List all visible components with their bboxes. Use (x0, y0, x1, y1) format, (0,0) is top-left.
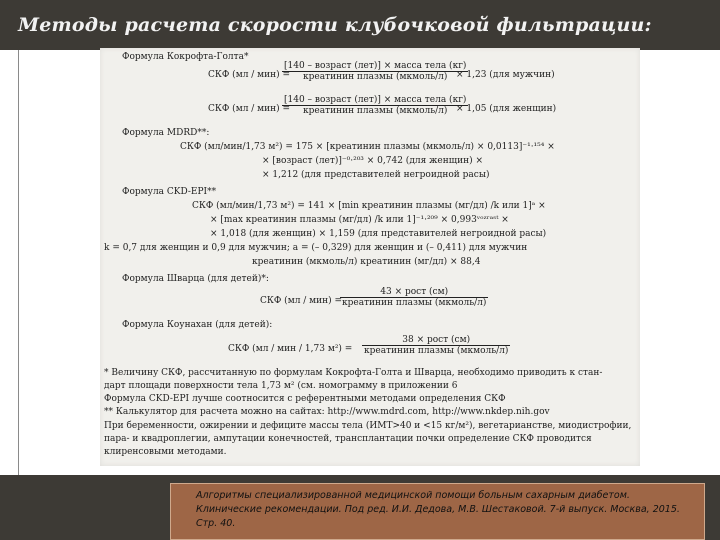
cg-female-numerator: [140 – возраст (лет)] × масса тела (кг) (284, 95, 467, 105)
ckd-line-1: СКФ (мл/мин/1,73 м²) = 141 × [min креатинин плазмы (мг/дл) /k или 1]ᵃ × (192, 201, 546, 211)
footnote-line-6: пара- и квадроплегии, ампутации конечностей, трансплантации почки определение СКФ проводится (104, 434, 592, 444)
heading-schwartz: Формула Шварца (для детей)*: (122, 274, 269, 284)
counahan-denominator: креатинин плазмы (мкмоль/л) (364, 346, 509, 357)
heading-mdrd: Формула MDRD**: (122, 128, 210, 138)
ckd-line-2: × [max креатинин плазмы (мг/дл) /k или 1]⁻¹·²⁰⁹ × 0,993ᵛᵒᶻʳᵃˢᵗ × (210, 215, 509, 225)
mdrd-line-2: × [возраст (лет)]⁻⁰·²⁰³ × 0,742 (для женщин) × (262, 156, 483, 166)
schwartz-fraction (340, 287, 488, 309)
footnote-line-5: При беременности, ожирении и дефиците массы тела (ИМТ>40 и <15 кг/м²), вегетарианстве, миодистрофии, (104, 421, 632, 431)
cg-female-tail: × 1,05 (для женщин) (456, 104, 557, 114)
heading-cockcroft-gault: Формула Кокрофта-Голта* (122, 52, 249, 62)
schwartz-numerator: 43 × рост (см) (340, 287, 488, 298)
schwartz-denominator: креатинин плазмы (мкмоль/л) (342, 298, 487, 309)
cg-female-fraction (282, 95, 468, 117)
cg-male-numerator: [140 – возраст (лет)] × масса тела (кг) (284, 61, 467, 71)
citation-line-2: Клинические рекомендации. Под ред. И.И. Дедова, М.В. Шестаковой. 7-й выпуск. Москва, 2015. (196, 504, 680, 515)
cg-male-denominator: креатинин плазмы (мкмоль/л) (303, 72, 448, 83)
ckd-line-3: × 1,018 (для женщин) × 1,159 (для представителей негроидной расы) (210, 229, 547, 239)
heading-ckd-epi: Формула CKD-EPI** (122, 187, 217, 197)
cg-female-denominator: креатинин плазмы (мкмоль/л) (303, 106, 448, 117)
cg-male-fraction (282, 61, 468, 83)
footnote-line-1: * Величину СКФ, рассчитанную по формулам Кокрофта-Голта и Шварца, необходимо приводить к стан- (104, 368, 603, 378)
footnote-line-4: ** Калькулятор для расчета можно на сайтах: http://www.mdrd.com, http://www.nkdep.nih.gov (104, 407, 550, 417)
footnote-line-7: клиренсовыми методами. (104, 447, 227, 457)
slide-title: Методы расчета скорости клубочковой фильтрации: (18, 14, 652, 36)
cg-female-lhs: СКФ (мл / мин) = (208, 104, 291, 114)
ckd-line-5: креатинин (мкмоль/л) креатинин (мг/дл) × 88,4 (252, 257, 481, 267)
cg-male-tail: × 1,23 (для мужчин) (456, 70, 555, 80)
ckd-line-4: k = 0,7 для женщин и 0,9 для мужчин; a = (– 0,329) для женщин и (– 0,411) для мужчин (104, 243, 528, 253)
mdrd-line-3: × 1,212 (для представителей негроидной расы) (262, 170, 490, 180)
counahan-numerator: 38 × рост (см) (362, 335, 510, 346)
counahan-fraction (362, 335, 510, 357)
counahan-lhs: СКФ (мл / мин / 1,73 м²) = (228, 344, 353, 354)
schwartz-lhs: СКФ (мл / мин) = (260, 296, 343, 306)
footnote-line-3: Формула CKD-EPI лучше соотносится с референтными методами определения СКФ (104, 394, 506, 404)
mdrd-line-1: СКФ (мл/мин/1,73 м²) = 175 × [креатинин плазмы (мкмоль/л) × 0,0113]⁻¹·¹⁵⁴ × (180, 142, 555, 152)
footnote-line-2: дарт площади поверхности тела 1,73 м² (см. номограмму в приложении 6 (104, 381, 458, 391)
heading-counahan: Формула Коунахан (для детей): (122, 320, 273, 330)
citation-line-1: Алгоритмы специализированной медицинской помощи больным сахарным диабетом. (196, 490, 630, 501)
scanned-formula-page (100, 48, 640, 466)
citation-text (196, 489, 696, 531)
citation-line-3: Стр. 40. (196, 518, 236, 529)
cg-male-lhs: СКФ (мл / мин) = (208, 70, 291, 80)
left-divider (18, 50, 19, 520)
